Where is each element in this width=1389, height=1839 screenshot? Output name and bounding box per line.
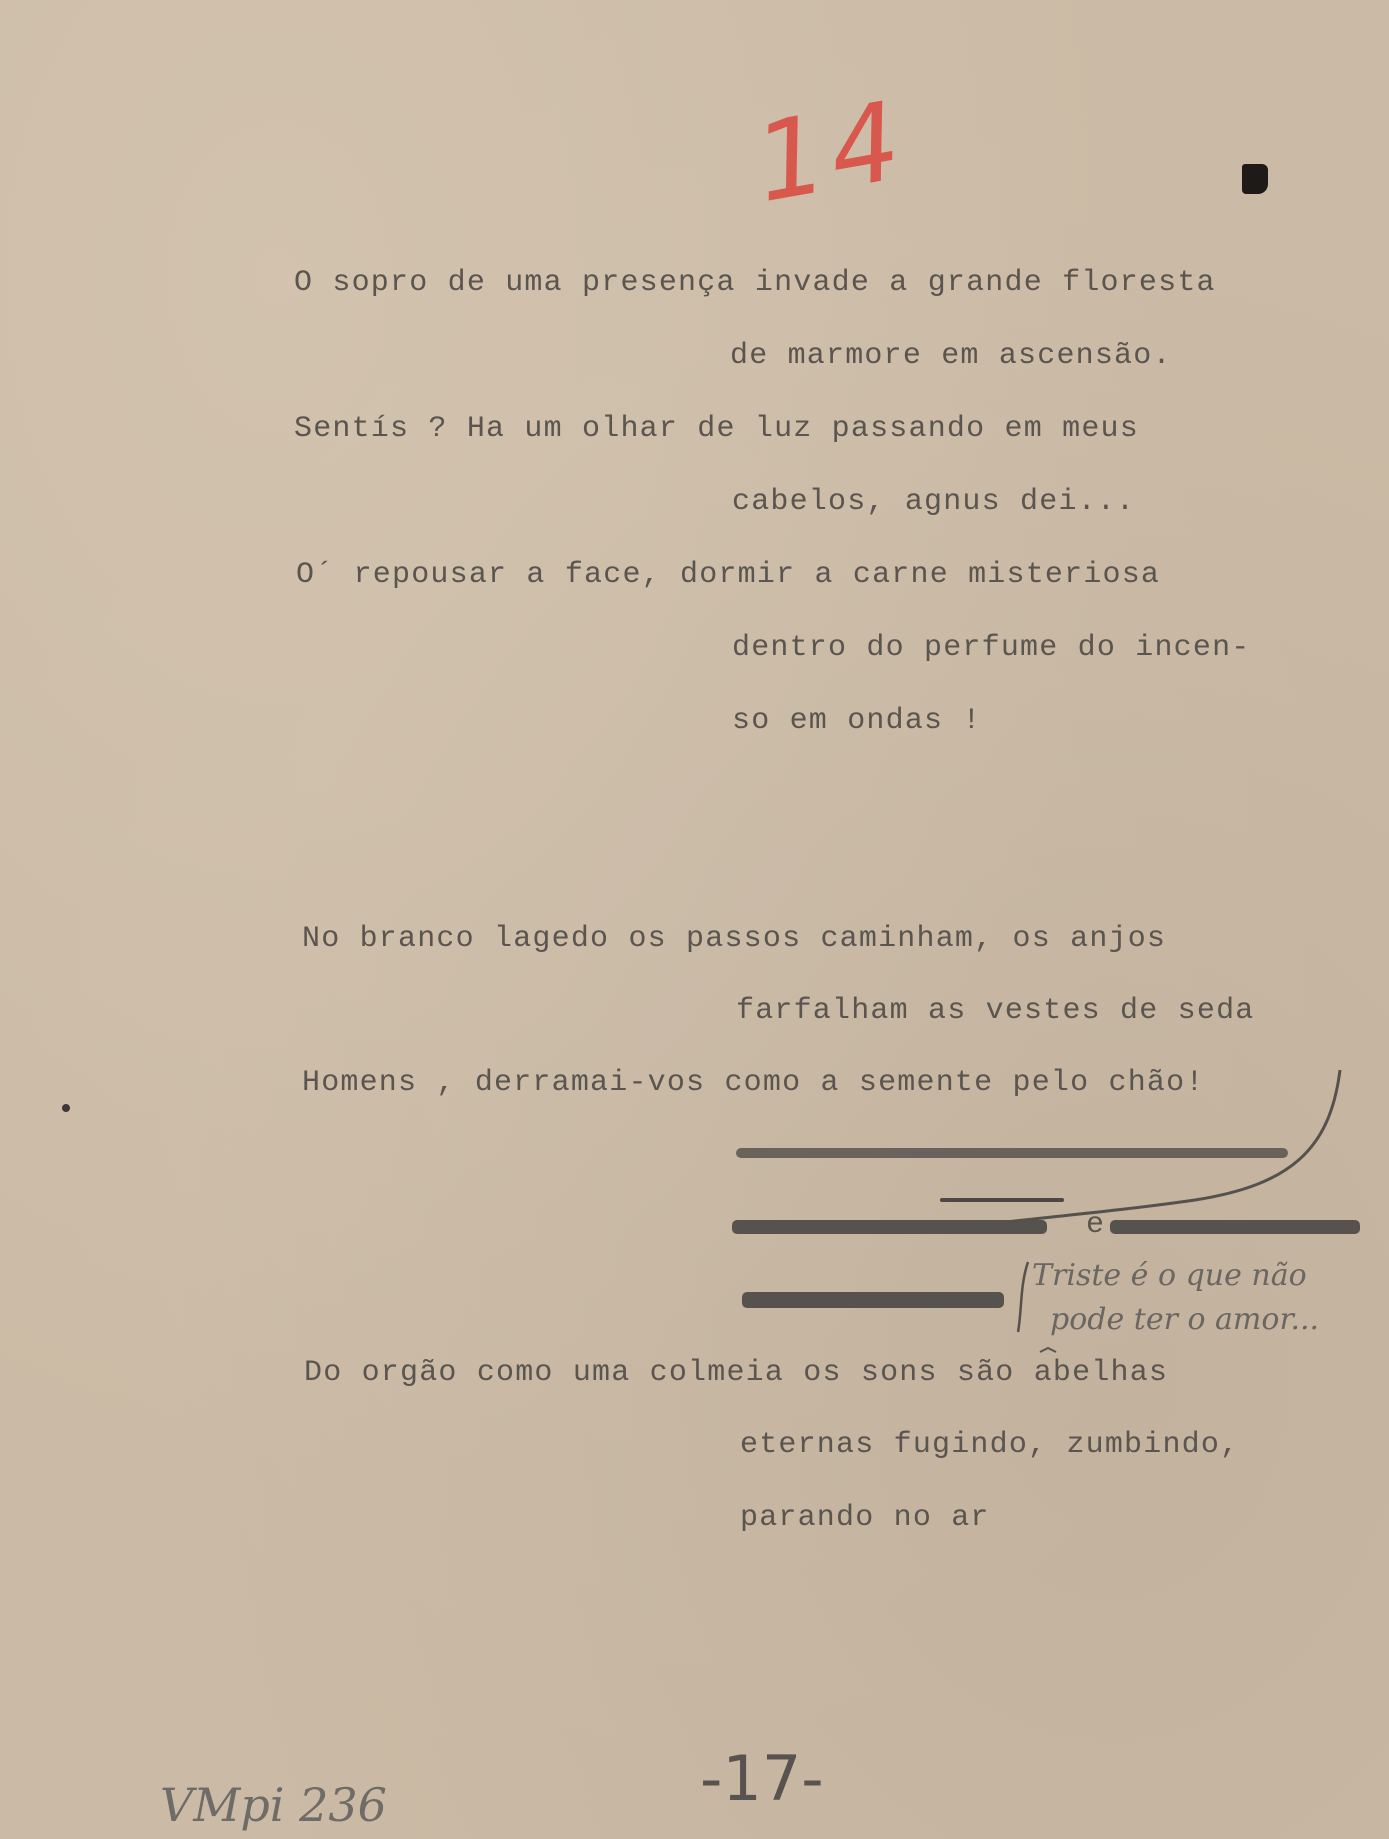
stanza1-line5: O´ repousar a face, dormir a carne misteriosa — [296, 558, 1161, 592]
red-folio-number: 14 — [746, 77, 916, 228]
page-number-underline-tilde — [1040, 1348, 1056, 1352]
stanza2-line1: No branco lagedo os passos caminham, os anjos — [302, 922, 1167, 956]
archive-code: VMpi 236 — [160, 1778, 387, 1832]
stanza3-line2: eternas fugindo, zumbindo, — [740, 1428, 1240, 1462]
page-number: -17- — [700, 1742, 824, 1815]
conjunction-e: e — [1086, 1208, 1106, 1242]
stanza1-line6: dentro do perfume do incen- — [732, 631, 1251, 665]
stanza1-line7: so em ondas ! — [732, 704, 982, 738]
stanza1-line1: O sopro de uma presença invade a grande floresta — [294, 266, 1216, 300]
stanza2-line2: farfalham as vestes de seda — [736, 994, 1255, 1028]
stanza1-line3: Sentís ? Ha um olhar de luz passando em meus — [294, 412, 1139, 446]
insertion-curve — [1005, 1070, 1340, 1222]
stanza3-line3: parando no ar — [740, 1501, 990, 1535]
stanza2-line3: Homens , derramai-vos como a semente pelo chão! — [302, 1066, 1205, 1100]
handwritten-insert-line1: Triste é o que não — [1032, 1258, 1307, 1293]
stanza1-line4: cabelos, agnus dei... — [732, 485, 1136, 519]
stanza1-line2: de marmore em ascensão. — [730, 339, 1172, 373]
stanza3-line1: Do orgão como uma colmeia os sons são abelhas — [304, 1356, 1169, 1390]
insertion-bracket — [1018, 1262, 1028, 1332]
handwritten-insert-line2: pode ter o amor... — [1050, 1302, 1320, 1337]
